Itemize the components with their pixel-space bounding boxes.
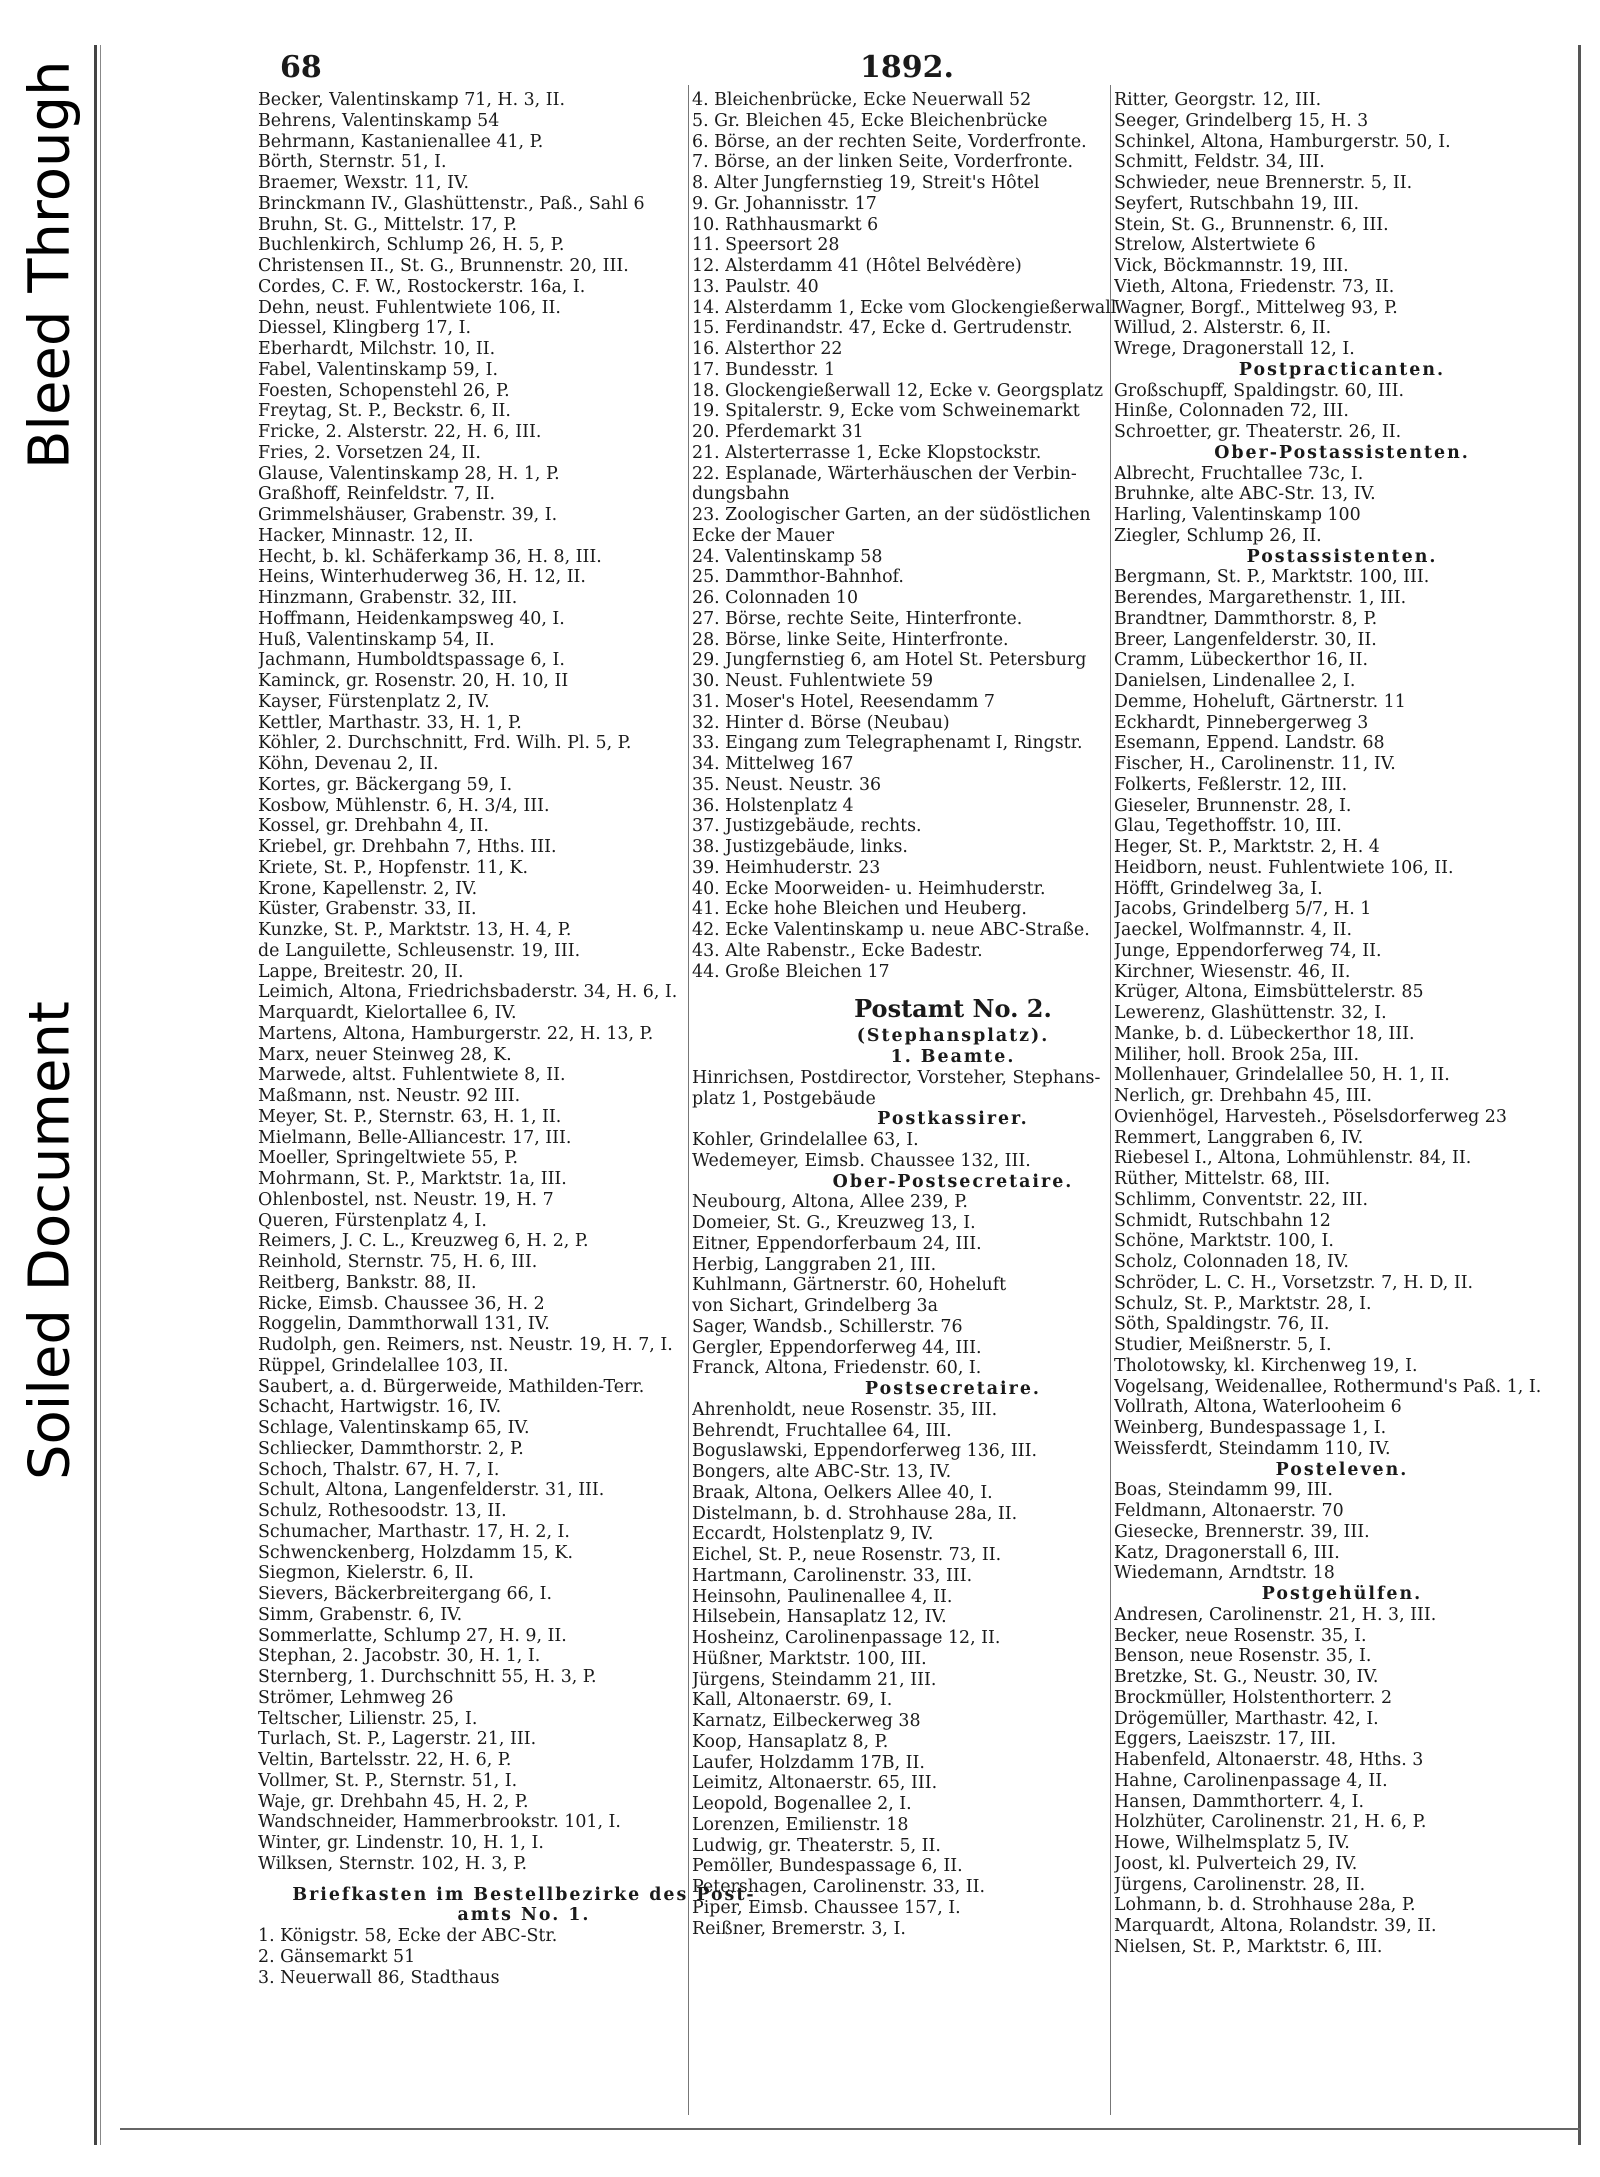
- directory-entry: Heinsohn, Paulinenallee 4, II.: [692, 1586, 953, 1607]
- directory-entry: Behrendt, Fruchtallee 64, III.: [692, 1420, 952, 1441]
- directory-entry: Leimitz, Altonaerstr. 65, III.: [692, 1773, 938, 1794]
- directory-entry: Kettler, Marthastr. 33, H. 1, P.: [258, 712, 522, 733]
- directory-entry: Seyfert, Rutschbahn 19, III.: [1114, 193, 1360, 214]
- directory-entry: Reimers, J. C. L., Kreuzweg 6, H. 2, P.: [258, 1231, 589, 1252]
- directory-entry: Seeger, Grindelberg 15, H. 3: [1114, 110, 1369, 131]
- directory-entry: Breer, Langenfelderstr. 30, II.: [1114, 629, 1377, 650]
- directory-entry: 30. Neust. Fuhlentwiete 59: [692, 671, 934, 691]
- directory-entry: 35. Neust. Neustr. 36: [692, 774, 882, 795]
- directory-entry: Köhn, Devenau 2, II.: [258, 754, 439, 774]
- directory-entry: Braak, Altona, Oelkers Allee 40, I.: [692, 1482, 993, 1503]
- directory-entry: 8. Alter Jungfernstieg 19, Streit's Hôtel: [692, 173, 1040, 193]
- directory-entry: Eggers, Laeiszstr. 17, III.: [1114, 1729, 1337, 1750]
- directory-entry: Leopold, Bogenallee 2, I.: [692, 1794, 912, 1814]
- directory-entry: Franck, Altona, Friedenstr. 60, I.: [692, 1358, 982, 1379]
- directory-entry: Schmidt, Rutschbahn 12: [1114, 1210, 1331, 1231]
- directory-entry: Hoffmann, Heidenkampsweg 40, I.: [258, 608, 565, 629]
- directory-entry: Bergmann, St. P., Marktstr. 100, III.: [1114, 567, 1430, 588]
- directory-entry: Meyer, St. P., Sternstr. 63, H. 1, II.: [258, 1106, 562, 1127]
- directory-entry: 3. Neuerwall 86, Stadthaus: [258, 1967, 500, 1988]
- directory-entry: 11. Speersort 28: [692, 235, 840, 256]
- directory-entry: Schlage, Valentinskamp 65, IV.: [258, 1418, 530, 1438]
- directory-entry: Schult, Altona, Langenfelderstr. 31, III.: [258, 1480, 605, 1501]
- directory-entry: Lorenzen, Emilienstr. 18: [692, 1814, 909, 1835]
- directory-entry: Sievers, Bäckerbreitergang 66, I.: [258, 1584, 553, 1604]
- directory-entry: Leimich, Altona, Friedrichsbaderstr. 34, H. 6, I.: [258, 982, 678, 1003]
- directory-entry: Ziegler, Schlump 26, II.: [1114, 525, 1322, 546]
- directory-entry: Weissferdt, Steindamm 110, IV.: [1114, 1438, 1391, 1459]
- directory-entry: 17. Bundesstr. 1: [692, 359, 836, 380]
- directory-entry: de Languilette, Schleusenstr. 19, III.: [258, 940, 581, 961]
- directory-entry: Schulz, St. P., Marktstr. 28, I.: [1114, 1293, 1372, 1314]
- directory-entry: Kohler, Grindelallee 63, I.: [692, 1130, 919, 1150]
- directory-entry: Danielsen, Lindenallee 2, I.: [1114, 671, 1356, 691]
- directory-entry: Rüther, Mittelstr. 68, III.: [1114, 1169, 1331, 1189]
- directory-entry: Lappe, Breitestr. 20, II.: [258, 961, 464, 982]
- side-labels: [10, 60, 90, 1480]
- directory-entry: Hüßner, Marktstr. 100, III.: [692, 1648, 927, 1669]
- directory-entry: 15. Ferdinandstr. 47, Ecke d. Gertrudenstr.: [692, 318, 1073, 339]
- directory-entry: 38. Justizgebäude, links.: [692, 837, 908, 857]
- directory-entry: Riebesel I., Altona, Lohmühlenstr. 84, II.: [1114, 1148, 1472, 1169]
- directory-entry: 2. Gänsemarkt 51: [258, 1946, 416, 1967]
- directory-entry: Christensen II., St. G., Brunnenstr. 20, III.: [258, 256, 629, 276]
- left-border-rule: [94, 45, 97, 2145]
- directory-entry: Queren, Fürstenplatz 4, I.: [258, 1210, 487, 1231]
- directory-entry: Schlimm, Conventstr. 22, III.: [1114, 1189, 1368, 1210]
- entry-list: [1114, 90, 1570, 360]
- directory-entry: Strelow, Alstertwiete 6: [1114, 235, 1316, 256]
- directory-entry: Petershagen, Carolinenstr. 33, II.: [692, 1877, 986, 1897]
- directory-entry: Piper, Eimsb. Chaussee 157, I.: [692, 1897, 961, 1918]
- office-title: Postamt No. 2.: [854, 994, 1052, 1024]
- directory-entry: Bongers, alte ABC-Str. 13, IV.: [692, 1462, 952, 1482]
- directory-entry: 5. Gr. Bleichen 45, Ecke Bleichenbrücke: [692, 110, 1048, 131]
- directory-entry: Winter, gr. Lindenstr. 10, H. 1, I.: [258, 1833, 544, 1853]
- directory-entry: 19. Spitalerstr. 9, Ecke vom Schweinemarkt: [692, 401, 1080, 422]
- directory-entry: 32. Hinter d. Börse (Neubau): [692, 712, 950, 733]
- directory-entry: 31. Moser's Hotel, Reesendamm 7: [692, 691, 995, 712]
- directory-entry: Kriete, St. P., Hopfenstr. 11, K.: [258, 857, 528, 878]
- directory-entry: Diessel, Klingberg 17, I.: [258, 318, 471, 339]
- directory-entry: Cordes, C. F. W., Rostockerstr. 16a, I.: [258, 276, 586, 297]
- directory-entry: Hecht, b. kl. Schäferkamp 36, H. 8, III.: [258, 546, 602, 567]
- directory-entry: 44. Große Bleichen 17: [692, 961, 890, 982]
- directory-entry: Marwede, altst. Fuhlentwiete 8, II.: [258, 1065, 566, 1086]
- directory-entry: Boguslawski, Eppendorferweg 136, III.: [692, 1441, 1038, 1462]
- directory-entry: Sager, Wandsb., Schillerstr. 76: [692, 1316, 963, 1337]
- directory-entry: Eitner, Eppendorferbaum 24, III.: [692, 1233, 982, 1254]
- directory-entry: Hansen, Dammthorterr. 4, I.: [1114, 1791, 1365, 1812]
- directory-entry: 10. Rathhausmarkt 6: [692, 214, 879, 235]
- directory-entry: Vogelsang, Weidenallee, Rothermund's Paß. 1, I.: [1114, 1376, 1542, 1397]
- directory-entry: Folkerts, Feßlerstr. 12, III.: [1114, 774, 1348, 795]
- section-heading: Postkassirer.: [877, 1109, 1029, 1130]
- directory-entry: Stephan, 2. Jacobstr. 30, H. 1, I.: [258, 1646, 541, 1667]
- directory-entry: 27. Börse, rechte Seite, Hinterfronte.: [692, 608, 1023, 629]
- directory-entry: Strömer, Lehmweg 26: [258, 1687, 454, 1708]
- entry-list: [1114, 1605, 1570, 1958]
- directory-entry: 6. Börse, an der rechten Seite, Vorderfronte.: [692, 131, 1087, 152]
- directory-entry: Ovienhögel, Harvesteh., Pöselsdorferweg 23: [1114, 1106, 1507, 1127]
- directory-entry: Herbig, Langgraben 21, III.: [692, 1254, 937, 1275]
- directory-entry: Katz, Dragonerstall 6, III.: [1114, 1542, 1340, 1563]
- directory-entry: Schöne, Marktstr. 100, I.: [1114, 1231, 1334, 1252]
- directory-entry: Siegmon, Kielerstr. 6, II.: [258, 1563, 474, 1584]
- directory-entry: Brandtner, Dammthorstr. 8, P.: [1114, 608, 1378, 629]
- directory-entry: Mollenhauer, Grindelallee 50, H. 1, II.: [1114, 1065, 1450, 1086]
- directory-entry: Ludwig, gr. Theaterstr. 5, II.: [692, 1835, 941, 1856]
- directory-entry: 12. Alsterdamm 41 (Hôtel Belvédère): [692, 256, 1022, 276]
- directory-entry: 24. Valentinskamp 58: [692, 546, 883, 567]
- directory-entry: Glau, Tegethoffstr. 10, III.: [1114, 816, 1342, 837]
- directory-entry: Drögemüller, Marthastr. 42, I.: [1114, 1708, 1379, 1729]
- directory-entry: Waje, gr. Drehbahn 45, H. 2, P.: [258, 1791, 529, 1812]
- directory-entry: Jachmann, Humboldtspassage 6, I.: [258, 650, 565, 671]
- directory-entry: Studier, Meißnerstr. 5, I.: [1114, 1335, 1332, 1355]
- directory-entry: Sommerlatte, Schlump 27, H. 9, II.: [258, 1625, 567, 1646]
- directory-entry: Nerlich, gr. Drehbahn 45, III.: [1114, 1086, 1373, 1106]
- directory-entry: Turlach, St. P., Lagerstr. 21, III.: [258, 1729, 537, 1750]
- directory-entry: Hinrichsen, Postdirector, Vorsteher, Stephans-: [692, 1067, 1101, 1088]
- directory-entry: dungsbahn: [692, 484, 790, 505]
- directory-entry: Vieth, Altona, Friedenstr. 73, II.: [1114, 276, 1395, 297]
- directory-entry: Boas, Steindamm 99, III.: [1114, 1480, 1333, 1501]
- directory-entry: Kortes, gr. Bäckergang 59, I.: [258, 774, 513, 795]
- directory-entry: 13. Paulstr. 40: [692, 276, 819, 297]
- directory-entry: Brockmüller, Holstenthorterr. 2: [1114, 1687, 1393, 1708]
- directory-entry: Fabel, Valentinskamp 59, I.: [258, 359, 498, 380]
- directory-entry: Vollrath, Altona, Waterlooheim 6: [1114, 1397, 1402, 1418]
- directory-entry: Söth, Spaldingstr. 76, II.: [1114, 1314, 1330, 1335]
- directory-entry: Küster, Grabenstr. 33, II.: [258, 899, 477, 920]
- directory-entry: Schacht, Hartwigstr. 16, IV.: [258, 1397, 502, 1418]
- directory-entry: Marquardt, Altona, Rolandstr. 39, II.: [1114, 1916, 1437, 1936]
- sidebar: [0, 0, 92, 2177]
- directory-entry: Hinzmann, Grabenstr. 32, III.: [258, 588, 518, 608]
- directory-entry: 37. Justizgebäude, rechts.: [692, 816, 922, 837]
- directory-entry: von Sichart, Grindelberg 3a: [692, 1296, 938, 1316]
- directory-entry: Schinkel, Altona, Hamburgerstr. 50, I.: [1114, 131, 1451, 152]
- directory-entry: Neubourg, Altona, Allee 239, P.: [692, 1192, 968, 1213]
- section-heading: Postpracticanten.: [1238, 359, 1446, 380]
- directory-entry: Willud, 2. Alsterstr. 6, II.: [1114, 318, 1332, 339]
- directory-entry: Teltscher, Lilienstr. 25, I.: [258, 1708, 478, 1729]
- directory-entry: Weinberg, Bundespassage 1, I.: [1114, 1418, 1387, 1438]
- section-heading: Postassistenten.: [1246, 546, 1438, 567]
- directory-entry: Fischer, H., Carolinenstr. 11, IV.: [1114, 754, 1396, 774]
- section-heading: Ober-Postassistenten.: [1214, 442, 1470, 463]
- directory-entry: 7. Börse, an der linken Seite, Vorderfronte.: [692, 152, 1074, 173]
- directory-entry: Ecke der Mauer: [692, 525, 835, 546]
- directory-entry: Schumacher, Marthastr. 17, H. 2, I.: [258, 1521, 570, 1542]
- directory-entry: Veltin, Bartelsstr. 22, H. 6, P.: [258, 1750, 512, 1770]
- directory-entry: 25. Dammthor-Bahnhof.: [692, 567, 904, 588]
- directory-entry: Kossel, gr. Drehbahn 4, II.: [258, 816, 489, 837]
- soiled-document-label: Soiled Document: [17, 1001, 83, 1480]
- directory-entry: Heger, St. P., Marktstr. 2, H. 4: [1114, 837, 1380, 857]
- directory-entry: Börth, Sternstr. 51, I.: [258, 152, 447, 173]
- directory-entry: Harling, Valentinskamp 100: [1114, 505, 1361, 525]
- directory-entry: Hosheinz, Carolinenpassage 12, II.: [692, 1628, 1001, 1648]
- bleed-through-label: Bleed Through: [17, 60, 83, 469]
- directory-entry: Kuhlmann, Gärtnerstr. 60, Hoheluft: [692, 1275, 1007, 1296]
- directory-entry: Braemer, Wexstr. 11, IV.: [258, 173, 470, 193]
- directory-entry: 22. Esplanade, Wärterhäuschen der Verbin-: [692, 463, 1077, 484]
- directory-entry: Schroetter, gr. Theaterstr. 26, II.: [1114, 422, 1402, 442]
- directory-entry: Holzhüter, Carolinenstr. 21, H. 6, P.: [1114, 1812, 1427, 1833]
- directory-entry: Krüger, Altona, Eimsbüttelerstr. 85: [1114, 982, 1424, 1003]
- directory-entry: Rudolph, gen. Reimers, nst. Neustr. 19, H. 7, I.: [258, 1335, 673, 1355]
- directory-entry: Karnatz, Eilbeckerweg 38: [692, 1711, 921, 1731]
- directory-entry: Vollmer, St. P., Sternstr. 51, I.: [258, 1770, 518, 1791]
- directory-entry: Habenfeld, Altonaerstr. 48, Hths. 3: [1114, 1750, 1424, 1770]
- directory-entry: Junge, Eppendorferweg 74, II.: [1114, 940, 1382, 961]
- directory-entry: Cramm, Lübeckerthor 16, II.: [1114, 650, 1369, 671]
- directory-entry: Wiedemann, Arndtstr. 18: [1114, 1563, 1335, 1584]
- directory-entry: Pemöller, Bundespassage 6, II.: [692, 1856, 963, 1877]
- directory-entry: Brinckmann IV., Glashüttenstr., Paß., Sahl 6: [258, 193, 645, 214]
- directory-entry: Vick, Böckmannstr. 19, III.: [1114, 256, 1349, 276]
- directory-entry: Miliher, holl. Brook 25a, III.: [1114, 1044, 1360, 1065]
- directory-entry: 20. Pferdemarkt 31: [692, 422, 864, 442]
- directory-entry: Maßmann, nst. Neustr. 92 III.: [258, 1086, 521, 1106]
- directory-entry: Höfft, Grindelweg 3a, I.: [1114, 878, 1323, 899]
- directory-entry: Reinhold, Sternstr. 75, H. 6, III.: [258, 1252, 538, 1272]
- section-heading: amts No. 1.: [457, 1905, 591, 1926]
- directory-entry: Huß, Valentinskamp 54, II.: [258, 629, 495, 650]
- directory-entry: 41. Ecke hohe Bleichen und Heuberg.: [692, 899, 1027, 920]
- directory-entry: 4. Bleichenbrücke, Ecke Neuerwall 52: [692, 90, 1032, 110]
- directory-entry: 18. Glockengießerwall 12, Ecke v. Georgsplatz: [692, 380, 1104, 401]
- directory-entry: Schliecker, Dammthorstr. 2, P.: [258, 1438, 524, 1459]
- directory-entry: Behrmann, Kastanienallee 41, P.: [258, 131, 544, 152]
- directory-entry: Gergler, Eppendorferweg 44, III.: [692, 1337, 982, 1358]
- directory-entry: Laufer, Holzdamm 17B, II.: [692, 1752, 925, 1773]
- directory-entry: Graßhoff, Reinfeldstr. 7, II.: [258, 484, 495, 505]
- directory-entry: Remmert, Langgraben 6, IV.: [1114, 1127, 1364, 1148]
- directory-entry: Jacobs, Grindelberg 5/7, H. 1: [1114, 899, 1372, 920]
- directory-entry: Lewerenz, Glashüttenstr. 32, I.: [1114, 1003, 1387, 1023]
- directory-entry: Lohmann, b. d. Strohhause 28a, P.: [1114, 1895, 1416, 1916]
- directory-entry: Schoch, Thalstr. 67, H. 7, I.: [258, 1459, 500, 1480]
- section-heading: 1. Beamte.: [890, 1047, 1016, 1067]
- column-3: [1114, 90, 1570, 1958]
- page-number: 68: [280, 50, 322, 85]
- directory-entry: Andresen, Carolinenstr. 21, H. 3, III.: [1114, 1604, 1437, 1625]
- directory-entry: Ahrenholdt, neue Rosenstr. 35, III.: [692, 1399, 998, 1420]
- directory-entry: Schröder, L. C. H., Vorsetzstr. 7, H. D, II.: [1114, 1272, 1474, 1293]
- directory-entry: Kosbow, Mühlenstr. 6, H. 3/4, III.: [258, 795, 550, 816]
- directory-entry: Schwieder, neue Brennerstr. 5, II.: [1114, 173, 1413, 193]
- directory-entry: Schulz, Rothesoodstr. 13, II.: [258, 1501, 507, 1521]
- directory-entry: Manke, b. d. Lübeckerthor 18, III.: [1114, 1023, 1415, 1044]
- directory-entry: Jaeckel, Wolfmannstr. 4, II.: [1114, 920, 1352, 940]
- directory-entry: Fries, 2. Vorsetzen 24, II.: [258, 442, 481, 463]
- section-heading: Briefkasten im Bestellbezirke des Post-: [292, 1884, 756, 1905]
- directory-entry: Benson, neue Rosenstr. 35, I.: [1114, 1646, 1372, 1667]
- directory-entry: Eccardt, Holstenplatz 9, IV.: [692, 1524, 934, 1545]
- directory-entry: Albrecht, Fruchtallee 73c, I.: [1114, 463, 1364, 484]
- directory-entry: Kall, Altonaerstr. 69, I.: [692, 1690, 893, 1711]
- directory-entry: Grimmelshäuser, Grabenstr. 39, I.: [258, 505, 558, 525]
- directory-entry: Heins, Winterhuderweg 36, H. 12, II.: [258, 567, 586, 588]
- directory-entry: Marquardt, Kielortallee 6, IV.: [258, 1003, 517, 1023]
- directory-entry: Wandschneider, Hammerbrookstr. 101, I.: [258, 1812, 621, 1833]
- directory-entry: Wilksen, Sternstr. 102, H. 3, P.: [258, 1853, 528, 1874]
- directory-entry: Behrens, Valentinskamp 54: [258, 110, 500, 131]
- directory-entry: Wedemeyer, Eimsb. Chaussee 132, III.: [692, 1150, 1031, 1171]
- directory-entry: Kaminck, gr. Rosenstr. 20, H. 10, II: [258, 671, 569, 691]
- directory-entry: Moeller, Springeltwiete 55, P.: [258, 1148, 518, 1169]
- directory-page: [120, 50, 1570, 2120]
- directory-entry: Martens, Altona, Hamburgerstr. 22, H. 13, P.: [258, 1023, 654, 1044]
- directory-entry: Glause, Valentinskamp 28, H. 1, P.: [258, 463, 560, 484]
- directory-entry: Mielmann, Belle-Alliancestr. 17, III.: [258, 1127, 572, 1148]
- directory-entry: Saubert, a. d. Bürgerweide, Mathilden-Terr.: [258, 1376, 645, 1397]
- directory-entry: Dehn, neust. Fuhlentwiete 106, II.: [258, 297, 561, 318]
- directory-entry: Berendes, Margarethenstr. 1, III.: [1114, 588, 1407, 608]
- page-year: 1892.: [860, 50, 954, 85]
- section-heading: Ober-Postsecretaire.: [832, 1171, 1074, 1192]
- directory-entry: 34. Mittelweg 167: [692, 754, 854, 774]
- directory-entry: Krone, Kapellenstr. 2, IV.: [258, 878, 478, 899]
- directory-entry: Domeier, St. G., Kreuzweg 13, I.: [692, 1213, 976, 1233]
- directory-entry: Scholz, Colonnaden 18, IV.: [1114, 1252, 1349, 1272]
- directory-entry: Kunzke, St. P., Marktstr. 13, H. 4, P.: [258, 920, 572, 940]
- directory-entry: Hahne, Carolinenpassage 4, II.: [1114, 1770, 1388, 1791]
- directory-entry: Koop, Hansaplatz 8, P.: [692, 1731, 889, 1752]
- directory-entry: Foesten, Schopenstehl 26, P.: [258, 380, 510, 401]
- directory-entry: Rüppel, Grindelallee 103, II.: [258, 1355, 509, 1376]
- directory-entry: Kirchner, Wiesenstr. 46, II.: [1114, 961, 1351, 982]
- left-border-rule-inner: [100, 45, 101, 2145]
- directory-entry: 21. Alsterterrasse 1, Ecke Klopstockstr.: [692, 442, 1042, 463]
- directory-entry: 40. Ecke Moorweiden- u. Heimhuderstr.: [692, 878, 1046, 899]
- right-border-rule: [1578, 45, 1581, 2145]
- section-heading: Posteleven.: [1275, 1459, 1409, 1480]
- directory-entry: Joost, kl. Pulverteich 29, IV.: [1114, 1853, 1358, 1874]
- directory-entry: Bruhnke, alte ABC-Str. 13, IV.: [1114, 484, 1376, 505]
- directory-entry: Schmitt, Feldstr. 34, III.: [1114, 152, 1325, 173]
- bottom-border-rule: [120, 2128, 1580, 2130]
- section-heading: Postsecretaire.: [865, 1379, 1041, 1399]
- directory-entry: Wagner, Borgf., Mittelweg 93, P.: [1114, 297, 1398, 318]
- directory-entry: Howe, Wilhelmsplatz 5, IV.: [1114, 1833, 1350, 1853]
- directory-entry: 14. Alsterdamm 1, Ecke vom Glockengießerwall: [692, 297, 1117, 318]
- section-heading: Postgehülfen.: [1261, 1584, 1423, 1604]
- directory-entry: Köhler, 2. Durchschnitt, Frd. Wilh. Pl. 5, P.: [258, 733, 632, 754]
- directory-entry: Jürgens, Steindamm 21, III.: [692, 1669, 937, 1690]
- directory-entry: Heidborn, neust. Fuhlentwiete 106, II.: [1114, 857, 1454, 878]
- entry-list: [1114, 567, 1570, 1459]
- directory-entry: Eckhardt, Pinnebergerweg 3: [1114, 712, 1369, 733]
- directory-entry: 33. Eingang zum Telegraphenamt I, Ringstr.: [692, 733, 1083, 754]
- directory-entry: Gieseler, Brunnenstr. 28, I.: [1114, 795, 1352, 816]
- entry-list: [1114, 1480, 1570, 1584]
- directory-entry: Nielsen, St. P., Marktstr. 6, III.: [1114, 1936, 1383, 1957]
- directory-entry: Giesecke, Brennerstr. 39, III.: [1114, 1521, 1370, 1542]
- directory-entry: platz 1, Postgebäude: [692, 1088, 876, 1109]
- directory-entry: Reitberg, Bankstr. 88, II.: [258, 1272, 477, 1293]
- directory-entry: 9. Gr. Johannisstr. 17: [692, 193, 877, 214]
- directory-entry: Sternberg, 1. Durchschnitt 55, H. 3, P.: [258, 1667, 597, 1687]
- directory-entry: Hacker, Minnastr. 12, II.: [258, 525, 474, 546]
- directory-entry: Eichel, St. P., neue Rosenstr. 73, II.: [692, 1545, 1002, 1565]
- directory-entry: Becker, Valentinskamp 71, H. 3, II.: [258, 90, 566, 110]
- directory-entry: Jürgens, Carolinenstr. 28, II.: [1114, 1874, 1366, 1895]
- directory-entry: Kayser, Fürstenplatz 2, IV.: [258, 691, 490, 712]
- directory-entry: 23. Zoologischer Garten, an der südöstlichen: [692, 505, 1091, 525]
- directory-entry: Ohlenbostel, nst. Neustr. 19, H. 7: [258, 1189, 554, 1210]
- directory-entry: Buchlenkirch, Schlump 26, H. 5, P.: [258, 235, 565, 256]
- directory-entry: 1. Königstr. 58, Ecke der ABC-Str.: [258, 1926, 558, 1946]
- directory-entry: 43. Alte Rabenstr., Ecke Badestr.: [692, 940, 983, 961]
- directory-entry: 42. Ecke Valentinskamp u. neue ABC-Straße.: [692, 920, 1090, 940]
- directory-entry: 29. Jungfernstieg 6, am Hotel St. Petersburg: [692, 650, 1087, 671]
- directory-entry: Bretzke, St. G., Neustr. 30, IV.: [1114, 1667, 1379, 1687]
- directory-entry: Marx, neuer Steinweg 28, K.: [258, 1044, 512, 1065]
- directory-entry: Feldmann, Altonaerstr. 70: [1114, 1501, 1344, 1521]
- directory-entry: Kriebel, gr. Drehbahn 7, Hths. III.: [258, 837, 557, 857]
- directory-entry: Großschupff, Spaldingstr. 60, III.: [1114, 380, 1404, 401]
- directory-entry: Hartmann, Carolinenstr. 33, III.: [692, 1565, 973, 1586]
- directory-entry: Demme, Hoheluft, Gärtnerstr. 11: [1114, 691, 1406, 712]
- directory-entry: Stein, St. G., Brunnenstr. 6, III.: [1114, 214, 1389, 235]
- office-subtitle: (Stephansplatz).: [856, 1026, 1050, 1047]
- directory-entry: Hilsebein, Hansaplatz 12, IV.: [692, 1607, 947, 1628]
- directory-entry: Ritter, Georgstr. 12, III.: [1114, 90, 1322, 110]
- directory-entry: Roggelin, Dammthorwall 131, IV.: [258, 1314, 550, 1335]
- directory-entry: Reißner, Bremerstr. 3, I.: [692, 1918, 906, 1939]
- entry-list: [1114, 464, 1570, 547]
- entry-list: [1114, 381, 1570, 443]
- directory-entry: Distelmann, b. d. Strohhause 28a, II.: [692, 1503, 1018, 1524]
- directory-entry: Simm, Grabenstr. 6, IV.: [258, 1604, 463, 1625]
- directory-entry: Mohrmann, St. P., Marktstr. 1a, III.: [258, 1169, 567, 1189]
- directory-entry: 26. Colonnaden 10: [692, 588, 859, 608]
- directory-entry: Becker, neue Rosenstr. 35, I.: [1114, 1625, 1367, 1646]
- directory-entry: Fricke, 2. Alsterstr. 22, H. 6, III.: [258, 422, 542, 442]
- directory-entry: 39. Heimhuderstr. 23: [692, 857, 881, 878]
- directory-entry: Hinße, Colonnaden 72, III.: [1114, 401, 1349, 422]
- directory-entry: Bruhn, St. G., Mittelstr. 17, P.: [258, 214, 518, 235]
- directory-entry: Esemann, Eppend. Landstr. 68: [1114, 733, 1385, 754]
- directory-entry: Schwenckenberg, Holzdamm 15, K.: [258, 1542, 574, 1563]
- directory-entry: Tholotowsky, kl. Kirchenweg 19, I.: [1114, 1355, 1418, 1376]
- directory-entry: 28. Börse, linke Seite, Hinterfronte.: [692, 629, 1009, 650]
- directory-entry: 36. Holstenplatz 4: [692, 795, 854, 816]
- directory-entry: Freytag, St. P., Beckstr. 6, II.: [258, 401, 511, 422]
- directory-entry: Wrege, Dragonerstall 12, I.: [1114, 339, 1355, 359]
- directory-entry: Eberhardt, Milchstr. 10, II.: [258, 339, 496, 359]
- directory-entry: Ricke, Eimsb. Chaussee 36, H. 2: [258, 1293, 545, 1314]
- directory-entry: 16. Alsterthor 22: [692, 339, 843, 359]
